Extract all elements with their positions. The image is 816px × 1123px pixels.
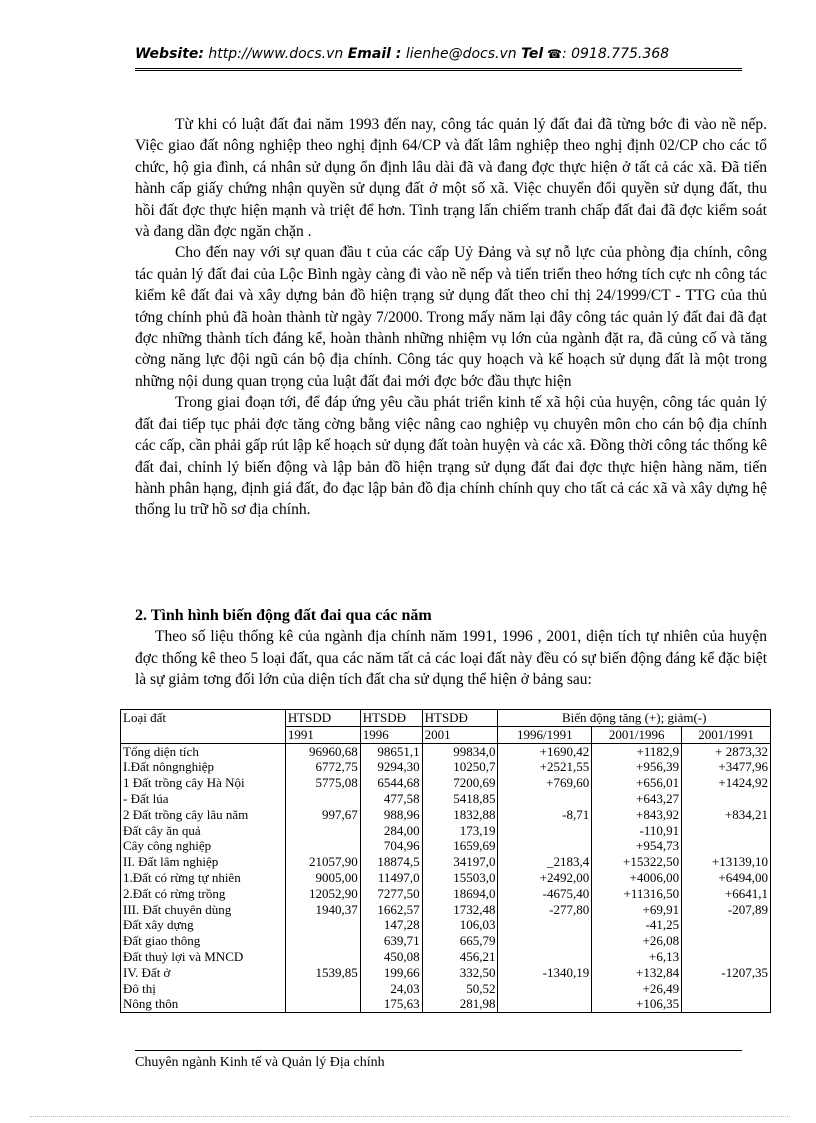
row-value: 450,08 bbox=[360, 949, 422, 965]
row-value: +954,73 bbox=[592, 838, 682, 854]
row-value: 147,28 bbox=[360, 917, 422, 933]
header-land-type: Loại đất bbox=[121, 710, 286, 744]
row-value: 6772,75 bbox=[285, 759, 360, 775]
row-label: IV. Đất ở bbox=[121, 965, 286, 981]
row-value: 10250,7 bbox=[422, 759, 498, 775]
footer-rule bbox=[135, 1050, 742, 1051]
row-value bbox=[682, 791, 771, 807]
row-value: +2521,55 bbox=[498, 759, 592, 775]
row-value: 284,00 bbox=[360, 823, 422, 839]
row-value bbox=[285, 933, 360, 949]
section-intro: Theo số liệu thống kê của ngành địa chính năm 1991, 1996 , 2001, diện tích tự nhiên của huyện đợc thống kê theo 5 loại đất, qua các năm tất cả các loại đất này đều có sự biến động đáng kể đặc biệt là sự giảm tơng đối lớn của diện tích đất cha sử dụng thể hiện ở bảng sau: bbox=[135, 628, 767, 689]
row-value: +26,49 bbox=[592, 981, 682, 997]
row-value: +3477,96 bbox=[682, 759, 771, 775]
row-value bbox=[498, 917, 592, 933]
row-value: 18694,0 bbox=[422, 886, 498, 902]
row-value: -277,80 bbox=[498, 902, 592, 918]
website-label: Website: bbox=[135, 46, 204, 62]
row-value: -4675,40 bbox=[498, 886, 592, 902]
row-value: 5418,85 bbox=[422, 791, 498, 807]
row-value: 18874,5 bbox=[360, 854, 422, 870]
tel-label: Tel bbox=[521, 46, 544, 62]
tel-value: : 0918.775.368 bbox=[561, 46, 670, 62]
row-value: 332,50 bbox=[422, 965, 498, 981]
row-value: 456,21 bbox=[422, 949, 498, 965]
row-value bbox=[498, 823, 592, 839]
paragraph-3: Trong giai đoạn tới, để đáp ứng yêu cầu phát triển kinh tế xã hội của huyện, công tác quản lý đất đai tiếp tục phải đợc tăng cờng bằng việc nâng cao nghiệp vụ chuyên môn cho cán bộ địa chính các cấp, cần phải gấp rút lập kế hoạch sử dụng đất toàn huyện và các xã. Đồng thời công tác thống kê đất đai, chỉnh lý biến động và lập bản đồ hiện trạng sử dụng đất đai đợc thực hiện hàng năm, tiến hành phân hạng, định giá đất, đo đạc lập bản đồ địa chính chính quy cho tất cả các xã và xây dựng hệ thống lu trữ hồ sơ địa chính. bbox=[135, 394, 767, 519]
row-value: 7277,50 bbox=[360, 886, 422, 902]
row-value bbox=[285, 823, 360, 839]
row-value: +956,39 bbox=[592, 759, 682, 775]
table-row bbox=[121, 981, 771, 997]
row-value: 12052,90 bbox=[285, 886, 360, 902]
row-value: +6494,00 bbox=[682, 870, 771, 886]
section-title: 2. Tình hình biến động đất đai qua các năm bbox=[135, 607, 432, 624]
row-value bbox=[498, 981, 592, 997]
row-value: +6,13 bbox=[592, 949, 682, 965]
table-row bbox=[121, 870, 771, 886]
row-label: Cây công nghiệp bbox=[121, 838, 286, 854]
row-value: 988,96 bbox=[360, 807, 422, 823]
row-label: 1 Đất trồng cây Hà Nội bbox=[121, 775, 286, 791]
table-row bbox=[121, 759, 771, 775]
row-value: +15322,50 bbox=[592, 854, 682, 870]
row-label: Tổng diện tích bbox=[121, 743, 286, 759]
row-value: 1539,85 bbox=[285, 965, 360, 981]
row-label: Đất giao thông bbox=[121, 933, 286, 949]
header-period-1: 1996/1991 bbox=[498, 726, 592, 743]
header-year-a: 1991 bbox=[285, 726, 360, 743]
table-row bbox=[121, 902, 771, 918]
row-value: 639,71 bbox=[360, 933, 422, 949]
row-label: 2 Đất trồng cây lâu năm bbox=[121, 807, 286, 823]
row-label: 1.Đất có rừng tự nhiên bbox=[121, 870, 286, 886]
row-value: -207,89 bbox=[682, 902, 771, 918]
row-value: 199,66 bbox=[360, 965, 422, 981]
row-value bbox=[498, 949, 592, 965]
row-value: 5775,08 bbox=[285, 775, 360, 791]
row-label: I.Đất nôngnghiệp bbox=[121, 759, 286, 775]
row-value: +843,92 bbox=[592, 807, 682, 823]
table-row bbox=[121, 807, 771, 823]
row-label: - Đất lúa bbox=[121, 791, 286, 807]
row-value: 173,19 bbox=[422, 823, 498, 839]
row-value: +1690,42 bbox=[498, 743, 592, 759]
land-change-table bbox=[120, 709, 771, 1013]
header-year-c: 2001 bbox=[422, 726, 498, 743]
row-value: 106,03 bbox=[422, 917, 498, 933]
row-value: 99834,0 bbox=[422, 743, 498, 759]
table-row bbox=[121, 854, 771, 870]
page-edge bbox=[30, 1116, 790, 1117]
row-value bbox=[682, 949, 771, 965]
header-period-2: 2001/1996 bbox=[592, 726, 682, 743]
row-value bbox=[682, 823, 771, 839]
row-value: +834,21 bbox=[682, 807, 771, 823]
row-value: +769,60 bbox=[498, 775, 592, 791]
table-row bbox=[121, 965, 771, 981]
row-value: 704,96 bbox=[360, 838, 422, 854]
row-value: -8,71 bbox=[498, 807, 592, 823]
table-row bbox=[121, 917, 771, 933]
row-value bbox=[285, 981, 360, 997]
row-value bbox=[682, 996, 771, 1012]
email-label: Email : bbox=[347, 46, 402, 62]
paragraph-2: Cho đến nay với sự quan đầu t của các cấp Uỷ Đảng và sự nỗ lực của phòng địa chính, công tác quản lý đất đai của Lộc Bình ngày càng đi vào nề nếp và tiến triển theo hớng tích cực nh công tác kiểm kê đất đai và xây dựng bản đồ hiện trạng sử dụng đất theo chỉ thị 24/1999/CT - TTG của thủ tớng chính phủ đã hoàn thành từ ngày 7/2000. Trong mấy năm lại đây công tác quản lý đất đai đã đạt đợc những thành tích đáng kể, hoàn thành những nhiệm vụ lớn của ngành đặt ra, đã củng cố và tăng cờng năng lực đội ngũ cán bộ địa chính. Công tác quy hoạch và kế hoạch sử dụng đất là một trong những nội dung quan trọng của luật đất đai mới đợc bớc đầu thực hiện bbox=[135, 244, 767, 390]
row-value: 21057,90 bbox=[285, 854, 360, 870]
row-value: -41,25 bbox=[592, 917, 682, 933]
row-value: 665,79 bbox=[422, 933, 498, 949]
row-value: 9294,30 bbox=[360, 759, 422, 775]
row-value: 34197,0 bbox=[422, 854, 498, 870]
table-row bbox=[121, 949, 771, 965]
table-row bbox=[121, 886, 771, 902]
row-value: 50,52 bbox=[422, 981, 498, 997]
table-body bbox=[121, 743, 771, 1013]
header-col-b: HTSDĐ bbox=[360, 710, 422, 727]
row-value bbox=[285, 917, 360, 933]
row-value bbox=[498, 838, 592, 854]
row-value: +643,27 bbox=[592, 791, 682, 807]
row-label: Nông thôn bbox=[121, 996, 286, 1012]
row-value: 1659,69 bbox=[422, 838, 498, 854]
row-value: +69,91 bbox=[592, 902, 682, 918]
row-value: 11497,0 bbox=[360, 870, 422, 886]
page-footer: Chuyên ngành Kinh tế và Quản lý Địa chính bbox=[135, 1055, 385, 1070]
website-url: http://www.docs.vn bbox=[203, 46, 348, 62]
row-value bbox=[682, 933, 771, 949]
row-value: -1207,35 bbox=[682, 965, 771, 981]
table-row bbox=[121, 743, 771, 759]
row-label: II. Đất lâm nghiệp bbox=[121, 854, 286, 870]
row-label: III. Đất chuyên dùng bbox=[121, 902, 286, 918]
row-value: 1732,48 bbox=[422, 902, 498, 918]
body-text bbox=[135, 114, 767, 521]
row-value bbox=[682, 838, 771, 854]
row-label: Đô thị bbox=[121, 981, 286, 997]
row-value bbox=[285, 791, 360, 807]
phone-icon: ☎ bbox=[543, 47, 562, 61]
table-row bbox=[121, 838, 771, 854]
row-value: 6544,68 bbox=[360, 775, 422, 791]
header-col-c: HTSDĐ bbox=[422, 710, 498, 727]
row-value bbox=[285, 949, 360, 965]
row-value: +6641,1 bbox=[682, 886, 771, 902]
row-value: +26,08 bbox=[592, 933, 682, 949]
header-rule-secondary bbox=[135, 70, 742, 71]
row-value: +11316,50 bbox=[592, 886, 682, 902]
row-value bbox=[285, 996, 360, 1012]
row-value: 1940,37 bbox=[285, 902, 360, 918]
row-value: +4006,00 bbox=[592, 870, 682, 886]
row-label: 2.Đất có rừng trồng bbox=[121, 886, 286, 902]
row-value: +132,84 bbox=[592, 965, 682, 981]
row-value: 1662,57 bbox=[360, 902, 422, 918]
row-value: 997,67 bbox=[285, 807, 360, 823]
row-label: Đất cây ăn quả bbox=[121, 823, 286, 839]
row-value: 477,58 bbox=[360, 791, 422, 807]
row-value: + 2873,32 bbox=[682, 743, 771, 759]
row-value: 15503,0 bbox=[422, 870, 498, 886]
email-value: lienhe@docs.vn bbox=[401, 46, 522, 62]
table-row bbox=[121, 775, 771, 791]
row-value: +656,01 bbox=[592, 775, 682, 791]
row-label: Đất thuỷ lợi và MNCD bbox=[121, 949, 286, 965]
row-value: +1182,9 bbox=[592, 743, 682, 759]
row-value: 98651,1 bbox=[360, 743, 422, 759]
row-value: +2492,00 bbox=[498, 870, 592, 886]
table-row bbox=[121, 996, 771, 1012]
header-col-a: HTSDD bbox=[285, 710, 360, 727]
row-value: 9005,00 bbox=[285, 870, 360, 886]
row-value: 96960,68 bbox=[285, 743, 360, 759]
row-value: 281,98 bbox=[422, 996, 498, 1012]
row-value: -110,91 bbox=[592, 823, 682, 839]
section-land-change bbox=[135, 605, 767, 691]
row-value bbox=[498, 933, 592, 949]
row-value bbox=[682, 917, 771, 933]
row-value: _2183,4 bbox=[498, 854, 592, 870]
row-value bbox=[285, 838, 360, 854]
page-header bbox=[135, 46, 745, 62]
row-value: 175,63 bbox=[360, 996, 422, 1012]
header-year-b: 1996 bbox=[360, 726, 422, 743]
row-value: 24,03 bbox=[360, 981, 422, 997]
row-value: +13139,10 bbox=[682, 854, 771, 870]
row-value: +1424,92 bbox=[682, 775, 771, 791]
header-rule bbox=[135, 68, 742, 69]
paragraph-1: Từ khi có luật đất đai năm 1993 đến nay, công tác quản lý đất đai đã từng bớc đi vào nề nếp. Việc giao đất nông nghiệp theo nghị định 64/CP và đất lâm nghiệp theo nghị định 02/CP cho các tổ chức, hộ gia đình, cá nhân sử dụng ổn định lâu dài đã và đang đợc thực hiện ở tất cả các xã. Đã tiến hành cấp giấy chứng nhận quyền sử dụng đất ở một số xã. Việc chuyển đổi quyền sử dụng đất, thu hồi đất đợc thực hiện mạnh và triệt để hơn. Tình trạng lấn chiếm tranh chấp đất đai đã đợc kiểm soát và đang dần đợc ngăn chặn . bbox=[135, 116, 767, 241]
row-value bbox=[498, 996, 592, 1012]
row-value bbox=[682, 981, 771, 997]
row-value: 7200,69 bbox=[422, 775, 498, 791]
table-row bbox=[121, 823, 771, 839]
table-header-row bbox=[121, 710, 771, 727]
table-row bbox=[121, 791, 771, 807]
header-period-3: 2001/1991 bbox=[682, 726, 771, 743]
table-row bbox=[121, 933, 771, 949]
header-change: Biến động tăng (+); giảm(-) bbox=[498, 710, 771, 727]
row-value: -1340,19 bbox=[498, 965, 592, 981]
row-value: +106,35 bbox=[592, 996, 682, 1012]
row-label: Đất xây dựng bbox=[121, 917, 286, 933]
row-value: 1832,88 bbox=[422, 807, 498, 823]
row-value bbox=[498, 791, 592, 807]
